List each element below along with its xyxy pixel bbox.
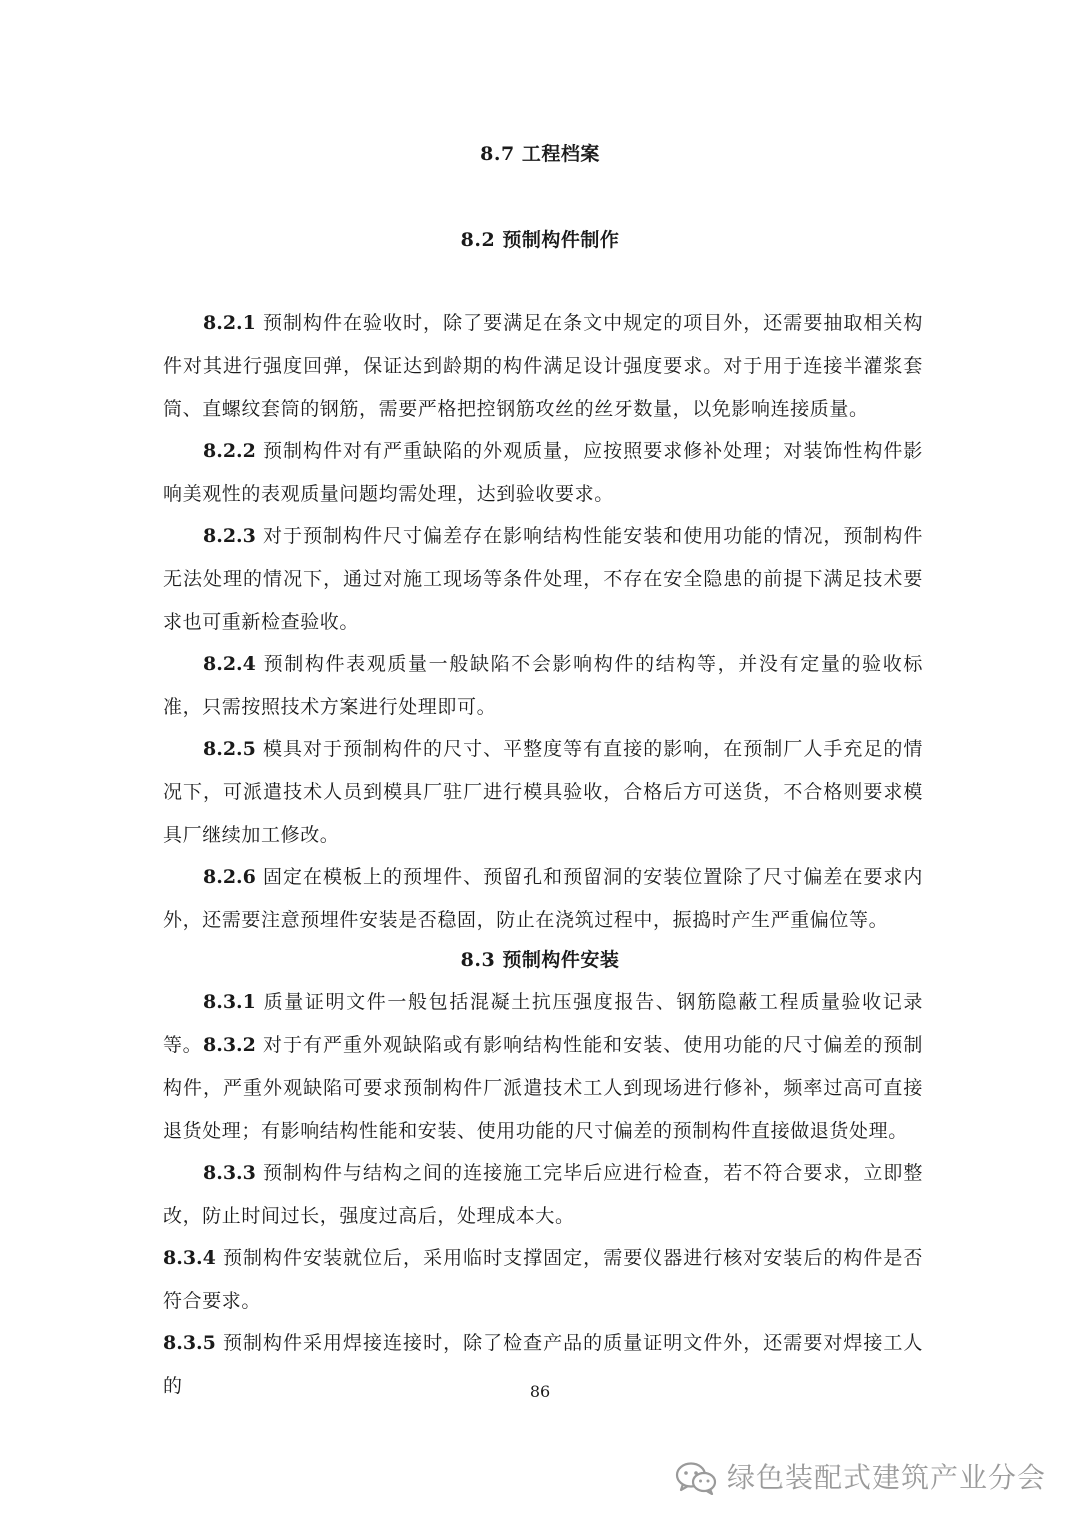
clause-8-2-4 bbox=[163, 643, 923, 729]
clause-number: 8.2.4 bbox=[203, 653, 256, 675]
clause-8-2-5 bbox=[163, 728, 923, 857]
page-number: 86 bbox=[529, 1382, 551, 1401]
clause-text: 预制构件与结构之间的连接施工完毕后应进行检查，若不符合要求，立即整改，防止时间过长，强度过高后，处理成本大。 bbox=[163, 1162, 923, 1227]
clause-text: 预制构件在验收时，除了要满足在条文中规定的项目外，还需要抽取相关构件对其进行强度回弹，保证达到龄期的构件满足设计强度要求。对于用于连接半灌浆套筒、直螺纹套筒的钢筋，需要严格把控钢筋攻丝的丝牙数量，以免影响连接质量。 bbox=[163, 312, 923, 420]
section-heading-8-3: 8.3 预制构件安装 bbox=[460, 949, 620, 971]
wechat-icon bbox=[675, 1461, 717, 1495]
clause-text: 固定在模板上的预埋件、预留孔和预留洞的安装位置除了尺寸偏差在要求内外，还需要注意预埋件安装是否稳固，防止在浇筑过程中，振捣时产生严重偏位等。 bbox=[163, 866, 923, 931]
clause-text: 质量证明文件一般包括混凝土抗压强度报告、钢筋隐蔽工程质量验收记录等。 bbox=[163, 991, 923, 1056]
clause-number: 8.2.6 bbox=[203, 866, 256, 888]
clause-text: 对于预制构件尺寸偏差存在影响结构性能安装和使用功能的情况，预制构件无法处理的情况下，通过对施工现场等条件处理，不存在安全隐患的前提下满足技术要求也可重新检查验收。 bbox=[163, 525, 923, 633]
section-heading-8-7: 8.7 工程档案 bbox=[480, 143, 600, 165]
clause-number: 8.3.3 bbox=[203, 1162, 256, 1184]
clause-number: 8.3.1 bbox=[203, 991, 256, 1013]
clause-text: 预制构件对有严重缺陷的外观质量，应按照要求修补处理；对装饰性构件影响美观性的表观质量问题均需处理，达到验收要求。 bbox=[163, 440, 923, 505]
clause-8-3-4 bbox=[163, 1237, 923, 1323]
clause-number: 8.3.4 bbox=[163, 1247, 216, 1269]
clause-text: 预制构件表观质量一般缺陷不会影响构件的结构等，并没有定量的验收标准，只需按照技术方案进行处理即可。 bbox=[163, 653, 923, 718]
clause-number: 8.2.1 bbox=[203, 312, 256, 334]
clause-text: 模具对于预制构件的尺寸、平整度等有直接的影响，在预制厂人手充足的情况下，可派遣技术人员到模具厂驻厂进行模具验收，合格后方可送货，不合格则要求模具厂继续加工修改。 bbox=[163, 738, 923, 846]
clause-8-3-3 bbox=[163, 1152, 923, 1238]
watermark-text: 绿色装配式建筑产业分会 bbox=[726, 1461, 1046, 1494]
clause-8-2-6 bbox=[163, 856, 923, 942]
clause-number: 8.3.2 bbox=[203, 1034, 256, 1056]
clause-number: 8.2.3 bbox=[203, 525, 256, 547]
clause-number: 8.3.5 bbox=[163, 1332, 216, 1354]
clause-number: 8.2.5 bbox=[203, 738, 256, 760]
clause-8-3-2 bbox=[163, 1024, 923, 1153]
watermark bbox=[675, 1458, 1046, 1498]
section-heading-8-2: 8.2 预制构件制作 bbox=[460, 229, 620, 251]
clause-8-2-1 bbox=[163, 302, 923, 431]
clause-8-2-2 bbox=[163, 430, 923, 516]
clause-8-2-3 bbox=[163, 515, 923, 644]
clause-text: 预制构件采用焊接连接时，除了检查产品的质量证明文件外，还需要对焊接工人的 bbox=[163, 1332, 923, 1397]
clause-text: 预制构件安装就位后，采用临时支撑固定，需要仪器进行核对安装后的构件是否符合要求。 bbox=[163, 1247, 923, 1312]
clause-number: 8.2.2 bbox=[203, 440, 256, 462]
clause-text: 对于有严重外观缺陷或有影响结构性能和安装、使用功能的尺寸偏差的预制构件，严重外观缺陷可要求预制构件厂派遣技术工人到现场进行修补，频率过高可直接退货处理；有影响结构性能和安装、使用功能的尺寸偏差的预制构件直接做退货处理。 bbox=[163, 1034, 923, 1142]
